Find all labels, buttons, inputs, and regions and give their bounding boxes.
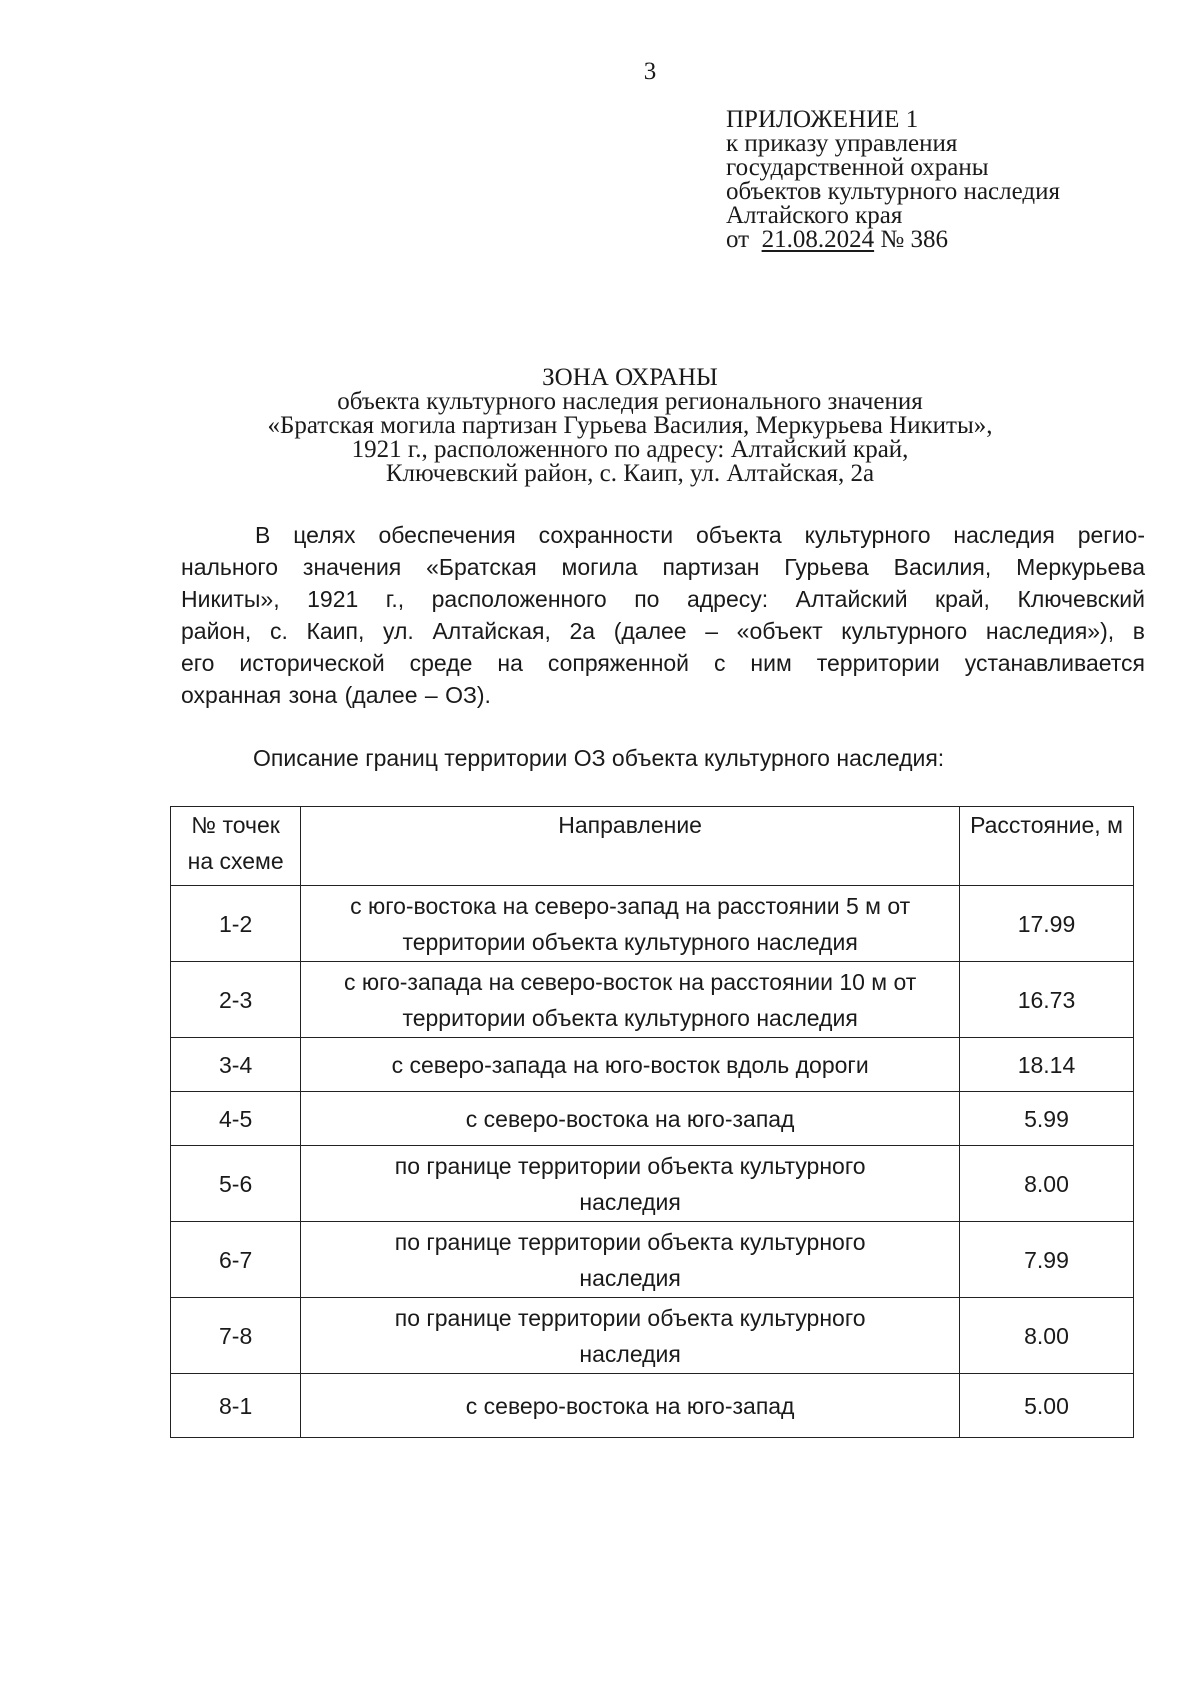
cell-points: 4-5 (171, 1092, 301, 1146)
table-row (171, 962, 1134, 1038)
cell-distance: 8.00 (959, 1298, 1133, 1374)
table-row (171, 1092, 1134, 1146)
title-line: 1921 г., расположенного по адресу: Алтайский край, (351, 436, 909, 463)
order-date: 21.08.2024 (761, 226, 875, 253)
header-distance: Расстояние, м (959, 807, 1133, 886)
cell-direction: с юго-запада на северо-восток на расстоянии 10 м от территории объекта культурного наследия (301, 962, 960, 1038)
cell-points: 7-8 (171, 1298, 301, 1374)
cell-distance: 17.99 (959, 886, 1133, 962)
cell-distance: 8.00 (959, 1146, 1133, 1222)
table-row (171, 1374, 1134, 1438)
paragraph-line: охранная зона (далее – ОЗ). (181, 682, 491, 708)
title-line: «Братская могила партизан Гурьева Василия, Меркурьева Никиты», (267, 412, 993, 439)
table-row (171, 1298, 1134, 1374)
table-row (171, 1146, 1134, 1222)
paragraph-line: В целях обеспечения сохранности объекта культурного наследия регио- (255, 522, 1145, 548)
appendix-line: к приказу управления (726, 130, 958, 157)
order-number: № 386 (874, 226, 948, 253)
cell-points: 8-1 (171, 1374, 301, 1438)
cell-points: 5-6 (171, 1146, 301, 1222)
header-direction: Направление (301, 807, 960, 886)
table-row (171, 1038, 1134, 1092)
cell-points: 3-4 (171, 1038, 301, 1092)
paragraph-line: район, с. Каип, ул. Алтайская, 2а (далее – «объект культурного наследия»), в (181, 618, 1145, 644)
title-line: Ключевский район, с. Каип, ул. Алтайская, 2а (385, 460, 875, 487)
cell-direction: с северо-запада на юго-восток вдоль дороги (301, 1038, 960, 1092)
paragraph-line: нального значения «Братская могила партизан Гурьева Василия, Меркурьева (181, 554, 1145, 580)
table-header-row (171, 807, 1134, 886)
boundaries-table (170, 806, 1134, 1438)
cell-distance: 5.99 (959, 1092, 1133, 1146)
appendix-title: ПРИЛОЖЕНИЕ 1 (726, 106, 919, 133)
appendix-header (726, 108, 1060, 252)
appendix-date-line (726, 228, 1060, 252)
cell-direction: с юго-востока на северо-запад на расстоянии 5 м от территории объекта культурного наследия (301, 886, 960, 962)
header-points: № точек на схеме (171, 807, 301, 886)
table-row (171, 1222, 1134, 1298)
cell-direction: по границе территории объекта культурного наследия (301, 1222, 960, 1298)
table-row (171, 886, 1134, 962)
appendix-line: объектов культурного наследия (726, 178, 1060, 205)
table-caption: Описание границ территории ОЗ объекта культурного наследия: (253, 745, 945, 771)
page-number: 3 (643, 58, 657, 85)
cell-distance: 7.99 (959, 1222, 1133, 1298)
cell-points: 6-7 (171, 1222, 301, 1298)
cell-direction: по границе территории объекта культурного наследия (301, 1146, 960, 1222)
paragraph-line: Никиты», 1921 г., расположенного по адресу: Алтайский край, Ключевский (181, 586, 1145, 612)
cell-direction: с северо-востока на юго-запад (301, 1092, 960, 1146)
cell-distance: 16.73 (959, 962, 1133, 1038)
cell-distance: 18.14 (959, 1038, 1133, 1092)
appendix-line: государственной охраны (726, 154, 989, 181)
cell-points: 1-2 (171, 886, 301, 962)
title-line: объекта культурного наследия регионального значения (337, 388, 923, 415)
cell-points: 2-3 (171, 962, 301, 1038)
date-prefix: от (726, 226, 756, 253)
paragraph-line: его исторической среде на сопряженной с ним территории устанавливается (181, 650, 1145, 676)
cell-direction: с северо-востока на юго-запад (301, 1374, 960, 1438)
appendix-line: Алтайского края (726, 202, 903, 229)
document-title (200, 366, 1060, 486)
body-paragraph (181, 519, 1145, 711)
title-heading: ЗОНА ОХРАНЫ (542, 364, 718, 391)
cell-distance: 5.00 (959, 1374, 1133, 1438)
cell-direction: по границе территории объекта культурного наследия (301, 1298, 960, 1374)
